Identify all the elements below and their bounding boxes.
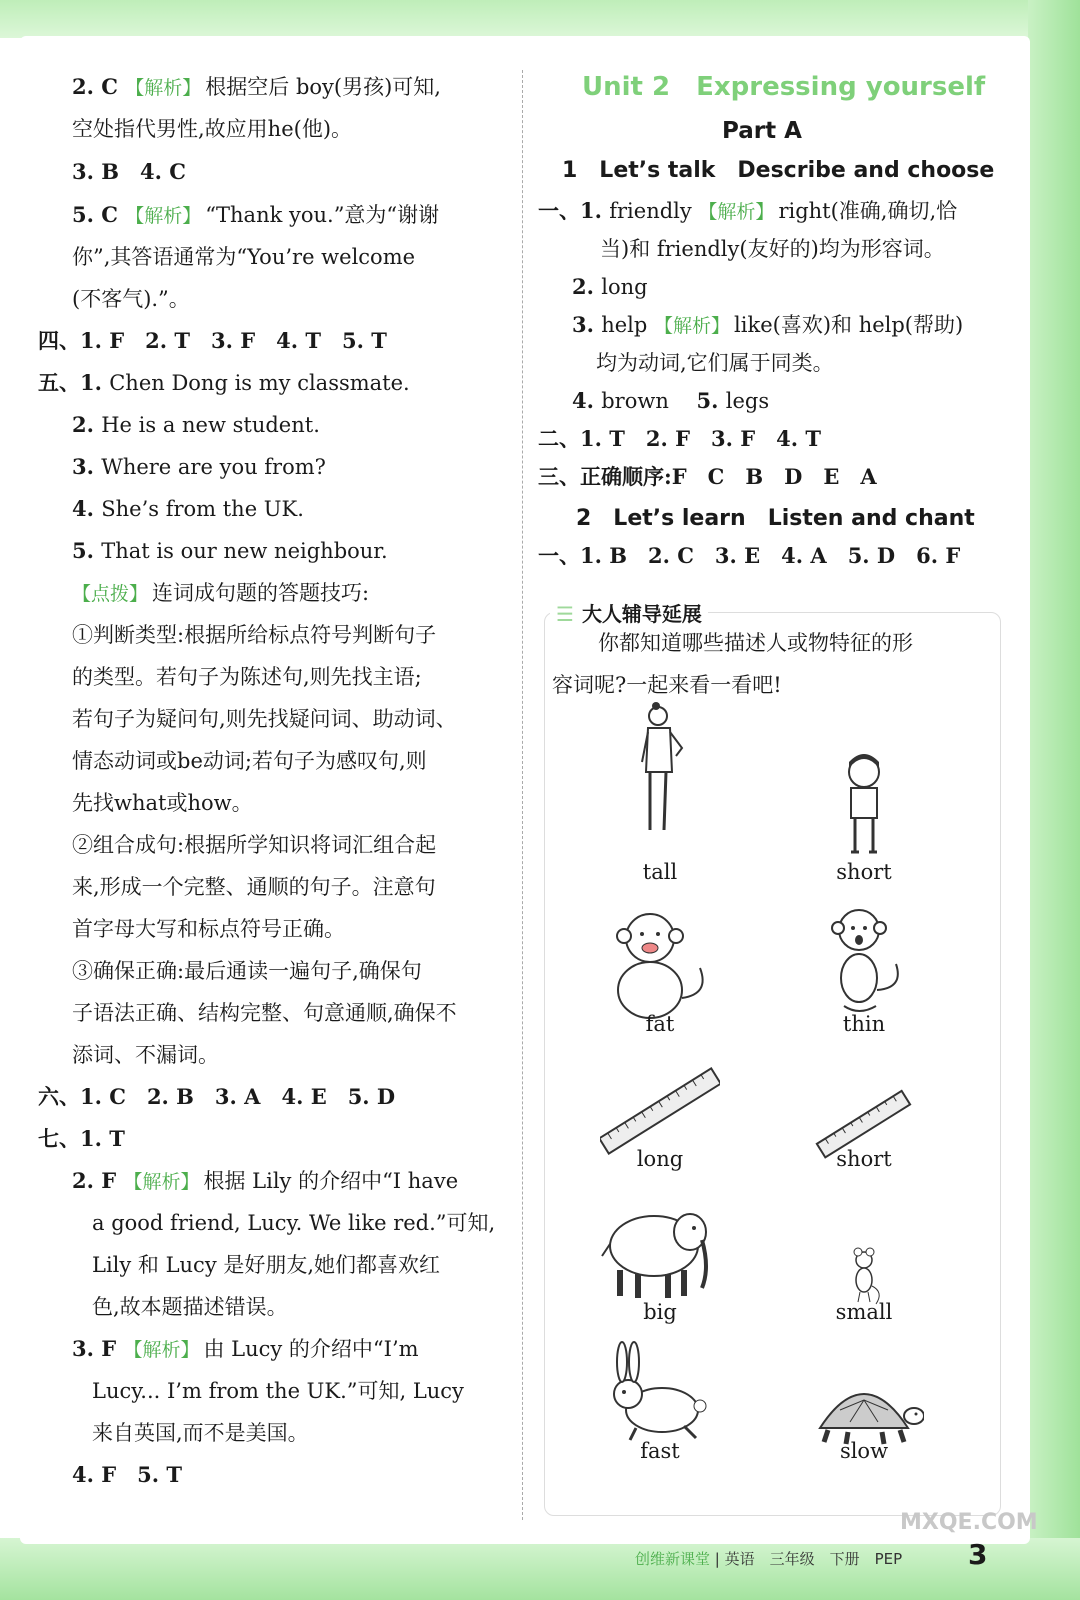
answer-number: 5. C <box>72 202 126 227</box>
line-text: 你”,其答语通常为“You’re welcome <box>72 245 416 269</box>
answer-text: brown <box>601 389 697 413</box>
tall-woman-icon <box>600 702 720 832</box>
line-text: He is a new student. <box>101 413 320 437</box>
answer-number: 三、正确顺序:F C B D E A <box>538 464 877 489</box>
right-border <box>1028 0 1080 1600</box>
answer-text: long <box>601 275 648 299</box>
adjective-label: short <box>836 860 892 884</box>
answer-text: friendly <box>609 199 699 223</box>
line-text: 添词、不漏词。 <box>72 1043 219 1067</box>
answer-number: 3. <box>72 454 102 479</box>
line-text: 情态动词或be动词;若句子为感叹句,则 <box>72 749 427 773</box>
answer-text: 均为动词,它们属于同类。 <box>596 351 834 375</box>
line-text: (不客气).”。 <box>72 287 190 311</box>
left-line <box>72 578 369 609</box>
elephant-icon <box>598 1184 718 1314</box>
extension-heading: ☰ 大人辅导延展 <box>550 598 708 627</box>
section-2-answers: 一、1. B 2. C 3. E 4. A 5. D 6. F <box>538 543 961 568</box>
line-text: right(准确,确切,恰 <box>778 199 958 223</box>
left-line <box>72 620 436 650</box>
answer-number: 六、1. C 2. B 3. A 4. E 5. D <box>38 1084 396 1109</box>
footer <box>635 1548 902 1569</box>
section-2-title: 2 Let’s learn Listen and chant <box>576 506 975 531</box>
answer-text: 当)和 friendly(友好的)均为形容词。 <box>600 237 945 261</box>
answer-number: 4. <box>72 496 102 521</box>
right-line <box>572 386 769 416</box>
line-text: legs <box>725 389 770 413</box>
right-line <box>538 196 957 227</box>
answer-number: 3. F <box>72 1336 124 1361</box>
left-line <box>72 114 352 144</box>
line-text: 的类型。若句子为陈述句,则先找主语; <box>72 665 422 689</box>
line-text: 色,故本题描述错误。 <box>92 1295 288 1319</box>
adjective-label: short <box>836 1147 892 1171</box>
left-line <box>72 452 326 482</box>
watermark: MXQE.COM <box>900 1510 1038 1535</box>
analysis-tag: 【解析】 <box>654 315 731 337</box>
answer-number: 3. B 4. C <box>72 159 186 184</box>
thin-monkey-icon <box>804 898 924 1028</box>
line-text: Where are you from? <box>101 455 326 479</box>
bottom-border <box>0 1538 1080 1600</box>
left-line <box>72 998 457 1028</box>
left-line <box>72 662 422 692</box>
left-line <box>38 368 410 398</box>
left-line <box>92 1292 288 1322</box>
adjective-label: slow <box>839 1439 889 1463</box>
left-line <box>72 1334 419 1365</box>
line-text: like(喜欢)和 help(帮助) <box>734 313 964 337</box>
column-divider <box>522 70 523 1520</box>
adjective-label: fast <box>640 1439 680 1463</box>
answer-number: 五、1. <box>38 370 110 395</box>
left-line <box>72 914 345 944</box>
left-line <box>72 410 320 440</box>
left-line <box>72 1460 182 1490</box>
line-text: 来自英国,而不是美国。 <box>92 1421 309 1445</box>
answer-text: help <box>601 313 655 337</box>
line-text: 空处指代男性,故应用he(他)。 <box>72 117 353 141</box>
line-text: 若句子为疑问句,则先找疑问词、助动词、 <box>72 707 457 731</box>
line-text: “Thank you.”意为“谢谢 <box>205 203 440 227</box>
left-line <box>72 788 253 818</box>
page-number: 3 <box>968 1538 988 1571</box>
extension-intro-2: 容词呢?一起来看一看吧! <box>552 673 782 697</box>
left-line <box>92 1418 309 1448</box>
analysis-tag: 【解析】 <box>698 201 775 223</box>
right-line <box>572 310 963 341</box>
line-text: Chen Dong is my classmate. <box>109 371 410 395</box>
line-text: 先找what或how。 <box>72 791 253 815</box>
footer-info: 英语 三年级 下册 PEP <box>724 1550 903 1568</box>
adjective-label: tall <box>642 860 678 884</box>
section-1-title: 1 Let’s talk Describe and choose <box>562 158 995 183</box>
line-text: ①判断类型:根据所给标点符号判断句子 <box>72 623 437 647</box>
line-text: 子语法正确、结构完整、句意通顺,确保不 <box>72 1001 457 1025</box>
answer-number: 5. <box>696 388 726 413</box>
answer-number: 5. <box>72 538 102 563</box>
left-line <box>72 536 388 566</box>
answer-number: 2. C <box>72 74 126 99</box>
adjective-label: thin <box>842 1012 886 1036</box>
line-text: ③确保正确:最后通读一遍句子,确保句 <box>72 959 422 983</box>
adjective-label: fat <box>645 1012 675 1036</box>
left-line <box>72 830 436 860</box>
analysis-tag: 【解析】 <box>125 77 202 99</box>
footer-separator: | <box>714 1550 720 1568</box>
left-line <box>72 1166 458 1197</box>
left-line <box>72 284 190 314</box>
short-boy-icon <box>804 732 924 862</box>
line-text: 首字母大写和标点符号正确。 <box>72 917 345 941</box>
line-text: a good friend, Lucy. We like red.”可知, <box>92 1211 496 1235</box>
fat-monkey-icon <box>600 898 720 1028</box>
line-text: 连词成句题的答题技巧: <box>152 581 370 605</box>
right-line <box>600 234 945 264</box>
analysis-tag: 【解析】 <box>123 1171 200 1193</box>
answer-number: 四、1. F 2. T 3. F 4. T 5. T <box>38 328 387 353</box>
left-line <box>72 72 441 103</box>
adjective-label: long <box>636 1147 684 1171</box>
line-text: That is our new neighbour. <box>101 539 388 563</box>
right-line <box>538 424 821 454</box>
adjective-label: big <box>643 1300 677 1324</box>
line-text: Lucy... I’m from the UK.”可知, Lucy <box>92 1379 464 1403</box>
top-border <box>0 0 1080 38</box>
answer-number: 2. <box>72 412 102 437</box>
left-line <box>72 157 186 187</box>
left-line <box>92 1208 495 1238</box>
mouse-icon <box>804 1220 924 1350</box>
analysis-tag: 【解析】 <box>125 205 202 227</box>
right-line <box>538 462 877 492</box>
answer-number: 二、1. T 2. F 3. F 4. T <box>538 426 822 451</box>
left-line <box>72 956 422 986</box>
line-text: Lily 和 Lucy 是好朋友,她们都喜欢红 <box>92 1253 441 1277</box>
left-line <box>72 704 457 734</box>
answer-number: 4. <box>572 388 602 413</box>
left-line <box>38 1082 395 1112</box>
adjective-label: small <box>835 1300 893 1324</box>
left-line <box>72 1040 219 1070</box>
answer-number: 4. F 5. T <box>72 1462 183 1487</box>
left-line <box>72 746 427 776</box>
line-text: 根据 Lily 的介绍中“I have <box>203 1169 459 1193</box>
left-line <box>92 1250 440 1280</box>
extension-intro-1: 你都知道哪些描述人或物特征的形 <box>598 631 913 655</box>
left-line <box>38 1124 125 1154</box>
left-line <box>72 494 304 524</box>
left-line <box>72 872 436 902</box>
answer-number: 一、1. <box>538 198 610 223</box>
left-line <box>92 1376 464 1406</box>
left-line <box>72 242 415 272</box>
left-line <box>38 326 387 356</box>
line-text: 由 Lucy 的介绍中“I’m <box>203 1337 419 1361</box>
unit-title: Unit 2 Expressing yourself <box>582 72 986 102</box>
analysis-tag: 【解析】 <box>123 1339 200 1361</box>
line-text: ②组合成句:根据所学知识将词汇组合起 <box>72 833 437 857</box>
line-text: 来,形成一个完整、通顺的句子。注意句 <box>72 875 436 899</box>
footer-brand: 创维新课堂 <box>635 1550 711 1568</box>
right-line <box>596 348 834 378</box>
analysis-tag: 【点拨】 <box>72 583 149 605</box>
answer-number: 七、1. T <box>38 1126 125 1151</box>
line-text: She’s from the UK. <box>101 497 304 521</box>
answer-number: 2. <box>572 274 602 299</box>
answer-number: 2. F <box>72 1168 124 1193</box>
right-line <box>572 272 648 302</box>
answer-number: 3. <box>572 312 602 337</box>
part-title: Part A <box>722 118 802 144</box>
left-line <box>72 200 439 231</box>
line-text: 根据空后 boy(男孩)可知, <box>205 75 441 99</box>
